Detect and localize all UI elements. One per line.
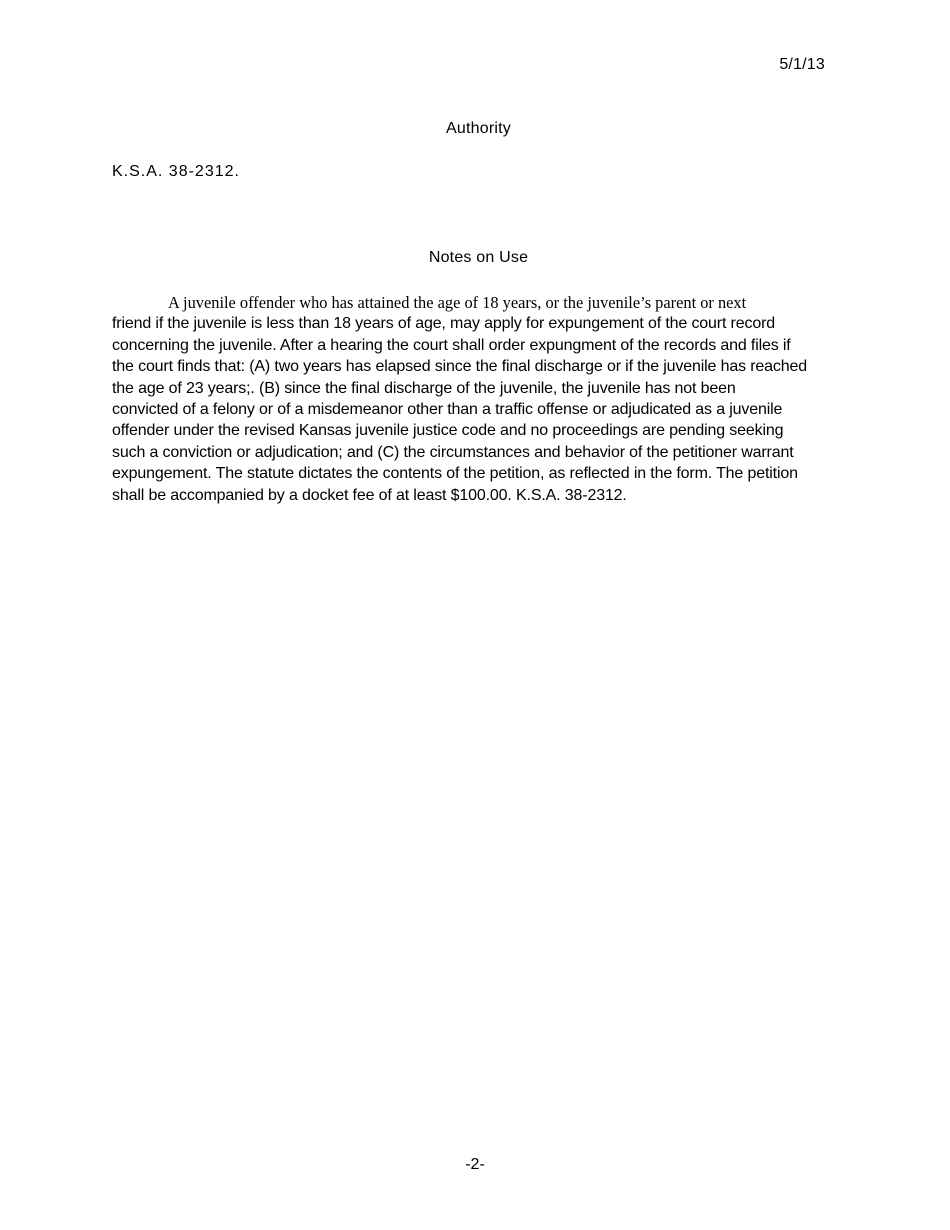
notes-line: friend if the juvenile is less than 18 years of age, may apply for expungement of the court record <box>112 315 776 333</box>
notes-line: shall be accompanied by a docket fee of at least $100.00. K.S.A. 38-2312. <box>112 486 627 504</box>
authority-heading: Authority <box>446 120 511 137</box>
notes-line: expungement. The statute dictates the contents of the petition, as reflected in the form. The petition <box>112 465 798 483</box>
notes-line: the age of 23 years;. (B) since the final discharge of the juvenile, the juvenile has not been <box>112 379 736 397</box>
notes-on-use-paragraph <box>112 292 847 506</box>
notes-on-use-heading: Notes on Use <box>428 249 529 266</box>
notes-line: A juvenile offender who has attained the age of 18 years, or the juvenile’s parent or next <box>168 293 747 312</box>
notes-line: such a conviction or adjudication; and (C) the circumstances and behavior of the petitioner warrant <box>112 443 794 461</box>
authority-citation: K.S.A. 38-2312. <box>112 163 240 180</box>
notes-line: offender under the revised Kansas juvenile justice code and no proceedings are pending seeking <box>112 422 784 440</box>
notes-line: convicted of a felony or of a misdemeanor other than a traffic offense or adjudicated as a juvenile <box>112 401 783 419</box>
page-number: -2- <box>465 1156 485 1173</box>
document-date: 5/1/13 <box>779 56 825 73</box>
notes-line: the court finds that: (A) two years has elapsed since the final discharge or if the juvenile has reached <box>112 358 808 376</box>
notes-line: concerning the juvenile. After a hearing the court shall order expungment of the records and files if <box>112 336 791 354</box>
